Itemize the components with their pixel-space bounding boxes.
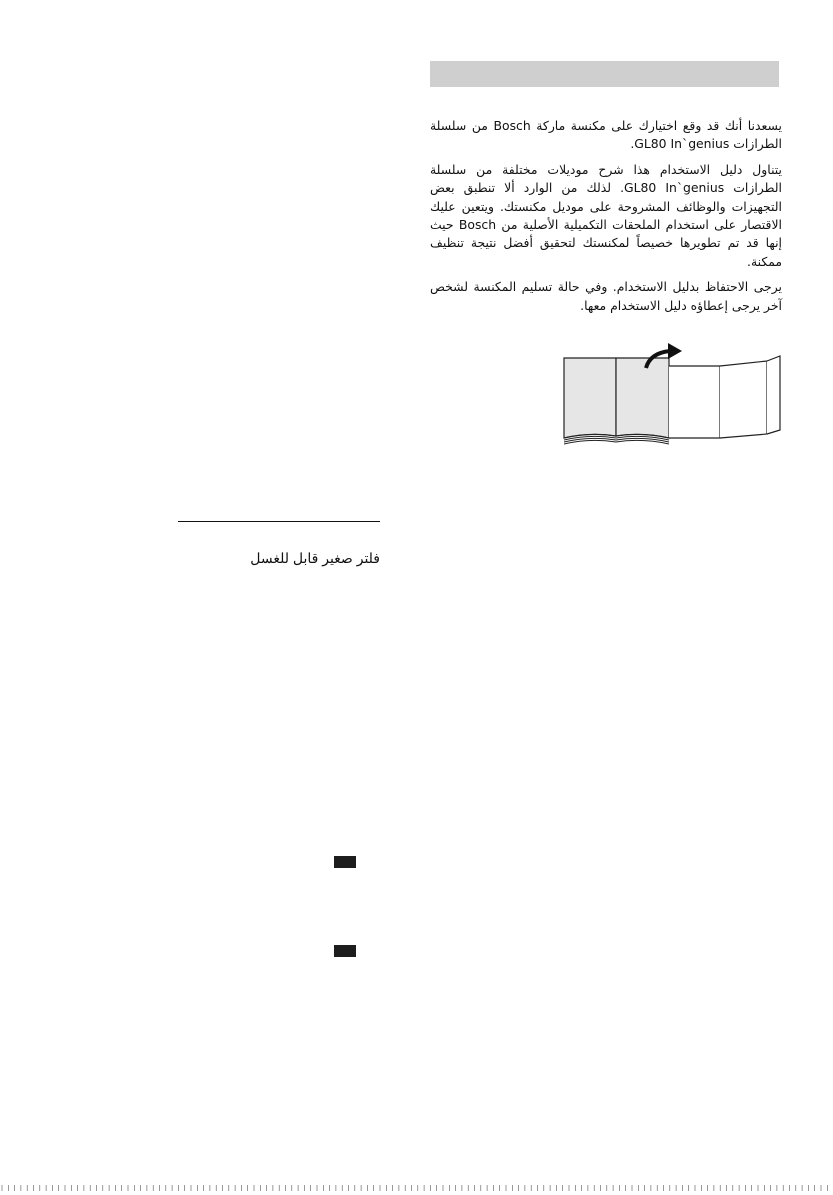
section-heading: فلتر صغير قابل للغسل xyxy=(250,550,380,566)
intro-paragraph-3: يرجى الاحتفاظ بدليل الاستخدام. وفي حالة تسليم المكنسة لشخص آخر يرجى إعطاؤه دليل الاستخدام معها. xyxy=(430,279,782,313)
crop-marks xyxy=(0,1176,833,1185)
intro-text xyxy=(430,117,782,322)
section-header-bar xyxy=(430,61,779,87)
step-marker xyxy=(334,856,356,868)
intro-paragraph-1: يسعدنا أنك قد وقع اختيارك على مكنسة ماركة Bosch من سلسلة الطرازات GL80 In`genius. xyxy=(430,118,782,152)
section-divider xyxy=(178,521,380,522)
step-marker xyxy=(334,945,356,957)
intro-paragraph-2: يتناول دليل الاستخدام هذا شرح موديلات مختلفة من سلسلة الطرازات GL80 In`genius. لذلك من الوارد ألا تنطبق بعض التجهيزات والوظائف المشروحة على موديل مكنستك. ويتعين عليك الاقتصار على استخدام الملحقات التكميلية الأصلية من Bosch حيث إنها قد تم تطويرها خصيصاً لمكنستك لتحقيق أفضل نتيجة تنظيف ممكنة. xyxy=(430,161,782,269)
fold-out-arrow-icon xyxy=(640,343,690,369)
